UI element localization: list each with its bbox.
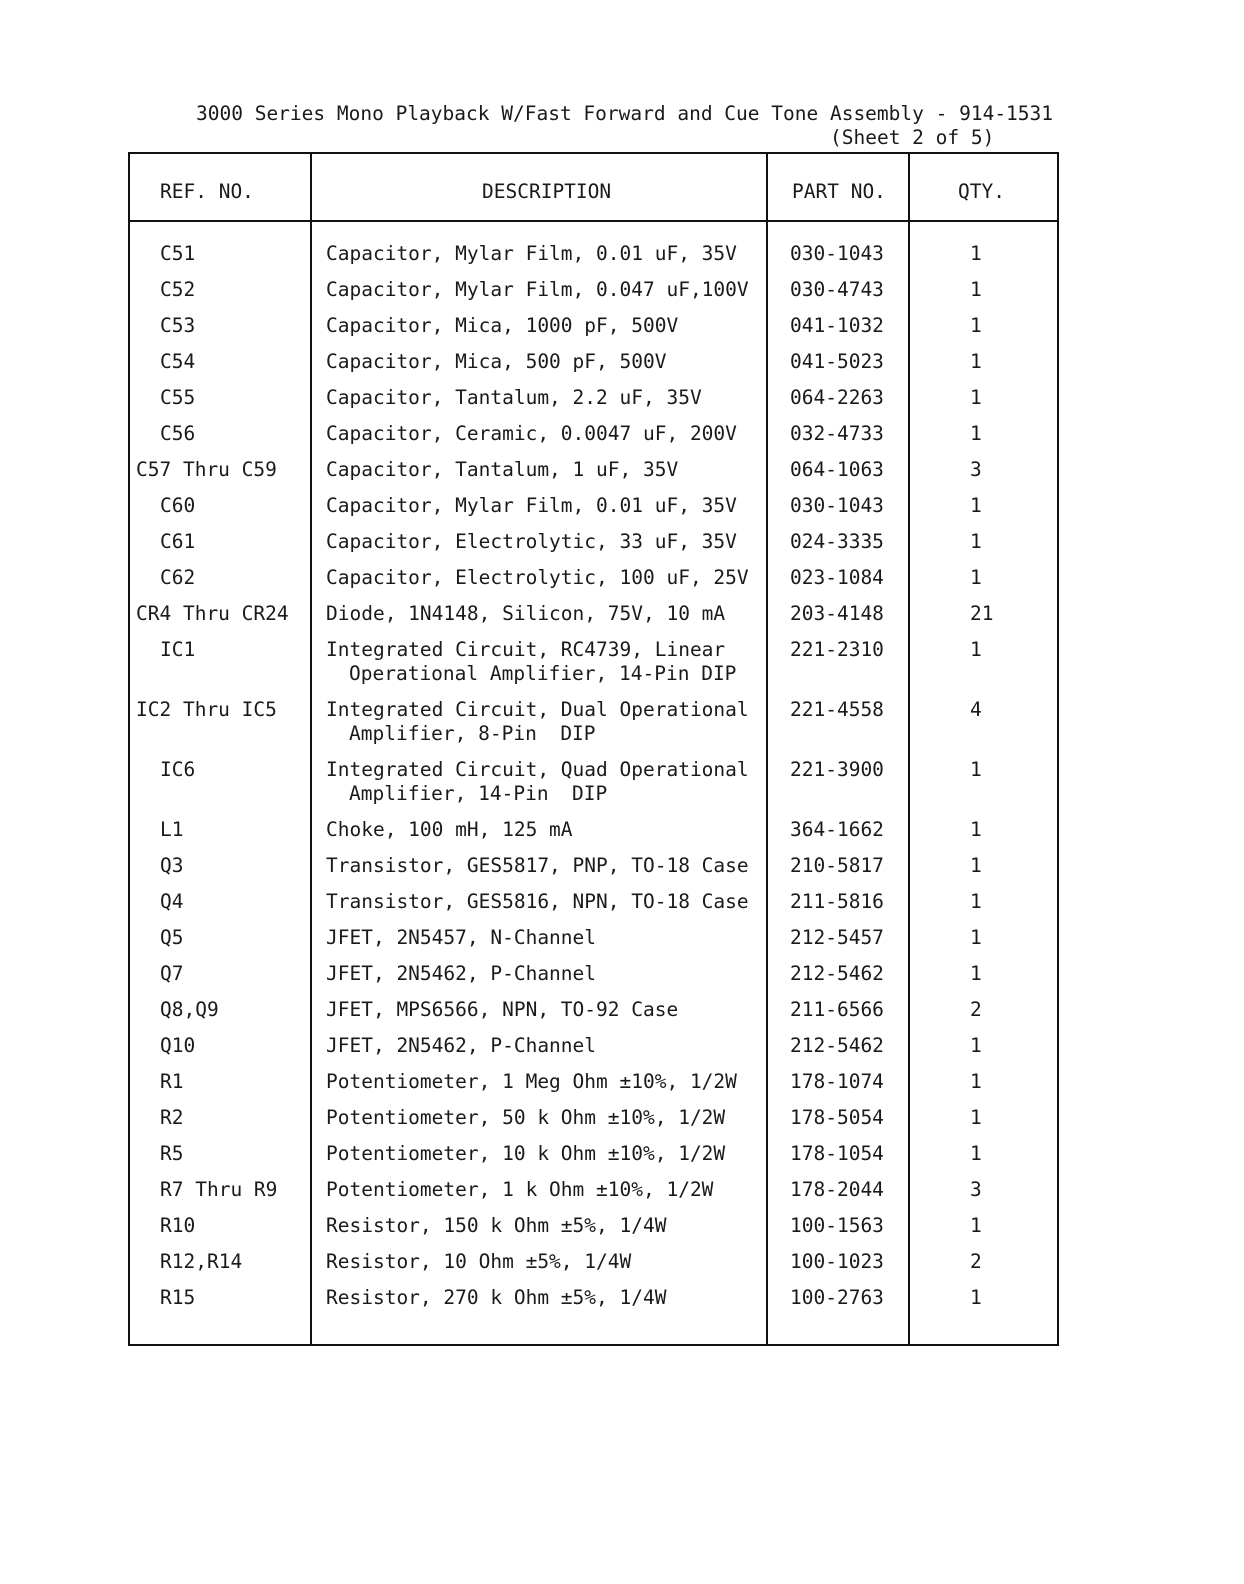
document-title: 3000 Series Mono Playback W/Fast Forward and Cue Tone Assembly - 914-1531 [196, 102, 1054, 125]
parts-table [128, 152, 1059, 1346]
table-row [130, 494, 1057, 530]
description-line: Potentiometer, 50 k Ohm ±10%, 1/2W [326, 1106, 726, 1129]
description-cell [326, 854, 749, 878]
qty-cell: 1 [970, 278, 982, 301]
table-row [130, 890, 1057, 926]
description-cell [326, 494, 737, 518]
description-cell [326, 1214, 666, 1238]
description-cell [326, 1106, 725, 1130]
table-row [130, 602, 1057, 638]
part-no-cell: 100-1563 [790, 1214, 884, 1237]
description-line: Capacitor, Electrolytic, 33 uF, 35V [326, 530, 737, 553]
table-row [130, 638, 1057, 698]
ref-no-cell: Q5 [160, 926, 184, 949]
part-no-cell: 212-5462 [790, 1034, 884, 1057]
description-cell [326, 1250, 631, 1274]
description-cell [326, 386, 702, 410]
part-no-cell: 100-2763 [790, 1286, 884, 1309]
ref-no-cell: Q10 [160, 1034, 196, 1057]
ref-no-cell: R7 Thru R9 [160, 1178, 278, 1201]
qty-cell: 1 [970, 926, 982, 949]
description-line: Capacitor, Mylar Film, 0.01 uF, 35V [326, 242, 737, 265]
table-row [130, 422, 1057, 458]
description-line-continued: Amplifier, 14-Pin DIP [349, 782, 608, 805]
ref-no-cell: IC2 Thru IC5 [136, 698, 277, 721]
ref-no-cell: Q7 [160, 962, 184, 985]
ref-no-cell: C51 [160, 242, 196, 265]
part-no-cell: 221-4558 [790, 698, 884, 721]
description-cell [326, 698, 749, 746]
part-no-cell: 211-6566 [790, 998, 884, 1021]
ref-no-cell: R12,R14 [160, 1250, 243, 1273]
ref-no-cell: L1 [160, 818, 184, 841]
ref-no-cell: R10 [160, 1214, 196, 1237]
ref-no-cell: C55 [160, 386, 196, 409]
table-row [130, 1250, 1057, 1286]
description-cell [326, 638, 736, 686]
table-row [130, 698, 1057, 758]
table-row [130, 314, 1057, 350]
ref-no-cell: IC6 [160, 758, 196, 781]
qty-cell: 3 [970, 458, 982, 481]
description-line: Integrated Circuit, Dual Operational [326, 698, 749, 721]
qty-cell: 1 [970, 638, 982, 661]
description-line: Capacitor, Mica, 500 pF, 500V [326, 350, 667, 373]
part-no-cell: 064-2263 [790, 386, 884, 409]
qty-cell: 1 [970, 242, 982, 265]
qty-cell: 1 [970, 422, 982, 445]
qty-cell: 2 [970, 998, 982, 1021]
description-cell [326, 1286, 666, 1310]
description-cell [326, 926, 596, 950]
qty-cell: 1 [970, 962, 982, 985]
qty-cell: 1 [970, 1286, 982, 1309]
description-line: JFET, 2N5457, N-Channel [326, 926, 597, 949]
part-no-cell: 032-4733 [790, 422, 884, 445]
table-row [130, 566, 1057, 602]
header-ref-no: REF. NO. [160, 180, 254, 203]
part-no-cell: 024-3335 [790, 530, 884, 553]
ref-no-cell: R5 [160, 1142, 184, 1165]
table-row [130, 1034, 1057, 1070]
qty-cell: 1 [970, 758, 982, 781]
description-cell [326, 890, 749, 914]
table-row [130, 386, 1057, 422]
part-no-cell: 041-1032 [790, 314, 884, 337]
ref-no-cell: C56 [160, 422, 196, 445]
description-line: Diode, 1N4148, Silicon, 75V, 10 mA [326, 602, 726, 625]
header-part-no: PART NO. [792, 180, 886, 203]
description-cell [326, 602, 725, 626]
ref-no-cell: CR4 Thru CR24 [136, 602, 289, 625]
description-cell [326, 278, 749, 302]
part-no-cell: 211-5816 [790, 890, 884, 913]
table-row [130, 1178, 1057, 1214]
description-line: Capacitor, Ceramic, 0.0047 uF, 200V [326, 422, 737, 445]
ref-no-cell: C57 Thru C59 [136, 458, 277, 481]
qty-cell: 4 [970, 698, 982, 721]
ref-no-cell: C62 [160, 566, 196, 589]
description-cell [326, 242, 737, 266]
part-no-cell: 210-5817 [790, 854, 884, 877]
qty-cell: 21 [970, 602, 994, 625]
table-row [130, 818, 1057, 854]
part-no-cell: 178-5054 [790, 1106, 884, 1129]
part-no-cell: 364-1662 [790, 818, 884, 841]
part-no-cell: 203-4148 [790, 602, 884, 625]
ref-no-cell: R15 [160, 1286, 196, 1309]
description-line-continued: Operational Amplifier, 14-Pin DIP [349, 662, 737, 685]
part-no-cell: 221-3900 [790, 758, 884, 781]
description-cell [326, 1070, 737, 1094]
ref-no-cell: C60 [160, 494, 196, 517]
part-no-cell: 212-5457 [790, 926, 884, 949]
qty-cell: 1 [970, 1070, 982, 1093]
qty-cell: 1 [970, 854, 982, 877]
part-no-cell: 030-1043 [790, 242, 884, 265]
description-line: Transistor, GES5816, NPN, TO-18 Case [326, 890, 749, 913]
qty-cell: 1 [970, 1034, 982, 1057]
part-no-cell: 212-5462 [790, 962, 884, 985]
table-row [130, 998, 1057, 1034]
table-row [130, 530, 1057, 566]
part-no-cell: 100-1023 [790, 1250, 884, 1273]
part-no-cell: 064-1063 [790, 458, 884, 481]
table-row [130, 926, 1057, 962]
table-body [130, 242, 1057, 1322]
table-row [130, 1070, 1057, 1106]
ref-no-cell: IC1 [160, 638, 196, 661]
description-line: Capacitor, Tantalum, 2.2 uF, 35V [326, 386, 702, 409]
description-line: Potentiometer, 1 Meg Ohm ±10%, 1/2W [326, 1070, 737, 1093]
part-no-cell: 178-2044 [790, 1178, 884, 1201]
description-line: Potentiometer, 1 k Ohm ±10%, 1/2W [326, 1178, 714, 1201]
description-line: Capacitor, Mica, 1000 pF, 500V [326, 314, 679, 337]
qty-cell: 1 [970, 494, 982, 517]
description-cell [326, 530, 737, 554]
table-row [130, 458, 1057, 494]
ref-no-cell: C52 [160, 278, 196, 301]
ref-no-cell: R1 [160, 1070, 184, 1093]
description-line: JFET, 2N5462, P-Channel [326, 962, 597, 985]
ref-no-cell: C53 [160, 314, 196, 337]
ref-no-cell: C61 [160, 530, 196, 553]
description-line: Capacitor, Tantalum, 1 uF, 35V [326, 458, 679, 481]
qty-cell: 1 [970, 1214, 982, 1237]
description-line: Resistor, 150 k Ohm ±5%, 1/4W [326, 1214, 667, 1237]
description-line: Transistor, GES5817, PNP, TO-18 Case [326, 854, 749, 877]
qty-cell: 1 [970, 530, 982, 553]
qty-cell: 1 [970, 566, 982, 589]
table-row [130, 854, 1057, 890]
table-row [130, 1142, 1057, 1178]
part-no-cell: 041-5023 [790, 350, 884, 373]
description-cell [326, 350, 666, 374]
description-cell [326, 314, 678, 338]
qty-cell: 1 [970, 1142, 982, 1165]
description-line: Choke, 100 mH, 125 mA [326, 818, 573, 841]
qty-cell: 1 [970, 314, 982, 337]
header-qty: QTY. [958, 180, 1005, 203]
description-line: Capacitor, Electrolytic, 100 uF, 25V [326, 566, 749, 589]
qty-cell: 1 [970, 386, 982, 409]
description-cell [326, 758, 749, 806]
description-cell [326, 998, 678, 1022]
part-no-cell: 178-1054 [790, 1142, 884, 1165]
qty-cell: 3 [970, 1178, 982, 1201]
description-line: Capacitor, Mylar Film, 0.01 uF, 35V [326, 494, 737, 517]
table-row [130, 1286, 1057, 1322]
part-no-cell: 030-4743 [790, 278, 884, 301]
table-row [130, 350, 1057, 386]
description-line: Resistor, 270 k Ohm ±5%, 1/4W [326, 1286, 667, 1309]
qty-cell: 1 [970, 350, 982, 373]
description-line: JFET, 2N5462, P-Channel [326, 1034, 597, 1057]
description-cell [326, 566, 749, 590]
ref-no-cell: Q4 [160, 890, 184, 913]
description-cell [326, 1142, 725, 1166]
qty-cell: 1 [970, 1106, 982, 1129]
table-row [130, 758, 1057, 818]
part-no-cell: 030-1043 [790, 494, 884, 517]
description-cell [326, 458, 678, 482]
ref-no-cell: R2 [160, 1106, 184, 1129]
description-line: Integrated Circuit, RC4739, Linear [326, 638, 726, 661]
table-row [130, 1214, 1057, 1250]
part-no-cell: 023-1084 [790, 566, 884, 589]
table-row [130, 962, 1057, 998]
part-no-cell: 221-2310 [790, 638, 884, 661]
qty-cell: 1 [970, 890, 982, 913]
description-cell [326, 1178, 713, 1202]
qty-cell: 1 [970, 818, 982, 841]
header-divider [130, 220, 1057, 222]
description-line: Capacitor, Mylar Film, 0.047 uF,100V [326, 278, 749, 301]
table-row [130, 278, 1057, 314]
part-no-cell: 178-1074 [790, 1070, 884, 1093]
sheet-number: (Sheet 2 of 5) [830, 126, 995, 149]
description-line: Potentiometer, 10 k Ohm ±10%, 1/2W [326, 1142, 726, 1165]
description-cell [326, 962, 596, 986]
description-line: Resistor, 10 Ohm ±5%, 1/4W [326, 1250, 632, 1273]
table-row [130, 242, 1057, 278]
ref-no-cell: Q8,Q9 [160, 998, 219, 1021]
description-cell [326, 422, 737, 446]
ref-no-cell: C54 [160, 350, 196, 373]
table-row [130, 1106, 1057, 1142]
header-description: DESCRIPTION [482, 180, 612, 203]
description-line-continued: Amplifier, 8-Pin DIP [349, 722, 596, 745]
qty-cell: 2 [970, 1250, 982, 1273]
description-line: Integrated Circuit, Quad Operational [326, 758, 749, 781]
ref-no-cell: Q3 [160, 854, 184, 877]
description-cell [326, 1034, 596, 1058]
description-cell [326, 818, 573, 842]
description-line: JFET, MPS6566, NPN, TO-92 Case [326, 998, 679, 1021]
